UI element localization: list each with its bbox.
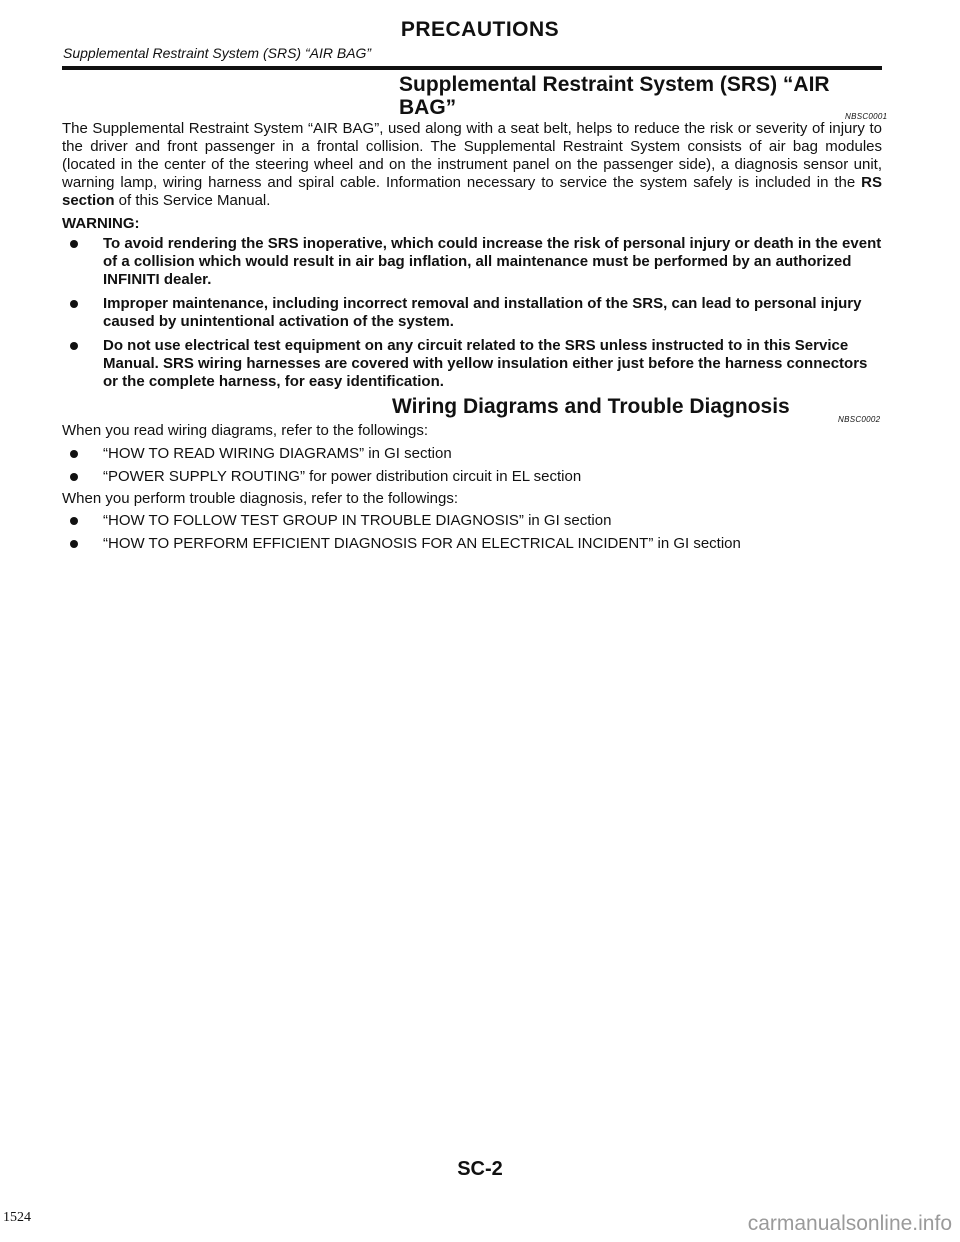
list-item-text: “HOW TO READ WIRING DIAGRAMS” in GI section: [103, 445, 452, 462]
section-code: NBSC0001: [845, 112, 888, 121]
list-item: [62, 295, 882, 331]
intro-text: When you read wiring diagrams, refer to the followings:: [62, 422, 429, 439]
list-item-text: Improper maintenance, including incorrect removal and installation of the SRS, can lead to personal injury caused by unintentional activation of the system.: [103, 295, 862, 330]
bullet-icon: [70, 240, 78, 248]
page-number: SC-2: [457, 1158, 503, 1180]
reference-list: [62, 512, 882, 558]
list-item: [62, 235, 882, 289]
page-title: PRECAUTIONS: [400, 18, 560, 41]
warning-list: [62, 235, 882, 397]
list-item: [62, 512, 882, 530]
list-item-text: Do not use electrical test equipment on any circuit related to the SRS unless instructed to in this Service Manual. SRS wiring harnesses are covered with yellow insulation either just before the harness connectors or the complete harness, for easy identification.: [103, 337, 868, 390]
list-item-text: “HOW TO FOLLOW TEST GROUP IN TROUBLE DIAGNOSIS” in GI section: [103, 512, 612, 529]
section-heading-line: BAG”: [399, 96, 457, 119]
list-item: [62, 445, 882, 463]
section-heading-line: Supplemental Restraint System (SRS) “AIR: [399, 73, 830, 96]
paragraph-text: The Supplemental Restraint System “AIR BAG”, used along with a seat belt, helps to reduce the risk or severity of injury to the driver and front passenger in a frontal collision. The Supplemental Restraint System consists of air bag modules (located in the center of the steering wheel and on the instrument panel on the passenger side), a diagnosis sensor unit, warning lamp, wiring harness and spiral cable. Information necessary to service the system safely is included in the: [62, 120, 882, 191]
section-paragraph: [62, 120, 882, 210]
running-head: Supplemental Restraint System (SRS) “AIR BAG”: [63, 45, 372, 61]
bullet-icon: [70, 540, 78, 548]
section-code: NBSC0002: [838, 415, 881, 424]
list-item-text: To avoid rendering the SRS inoperative, which could increase the risk of personal injury or death in the event of a collision which would result in air bag inflation, all maintenance must be performed by an authorized INFINITI dealer.: [103, 235, 882, 288]
reference-list: [62, 445, 882, 491]
list-item: [62, 535, 882, 553]
section-heading-airbag: [399, 73, 830, 119]
document-page-number: 1524: [3, 1210, 31, 1225]
paragraph-text: of this Service Manual.: [114, 192, 271, 209]
bullet-icon: [70, 450, 78, 458]
warning-label: WARNING:: [62, 215, 140, 232]
header-rule: [62, 66, 882, 70]
bullet-icon: [70, 517, 78, 525]
intro-text: When you perform trouble diagnosis, refer to the followings:: [62, 490, 459, 507]
list-item: [62, 468, 882, 486]
list-item-text: “POWER SUPPLY ROUTING” for power distribution circuit in EL section: [103, 468, 582, 485]
list-item: [62, 337, 882, 391]
section-heading-wiring: Wiring Diagrams and Trouble Diagnosis: [392, 395, 790, 418]
bullet-icon: [70, 342, 78, 350]
bullet-icon: [70, 473, 78, 481]
paragraph-emphasis: RS section: [62, 174, 882, 209]
list-item-text: “HOW TO PERFORM EFFICIENT DIAGNOSIS FOR AN ELECTRICAL INCIDENT” in GI section: [103, 535, 741, 552]
bullet-icon: [70, 300, 78, 308]
watermark: carmanualsonline.info: [747, 1212, 952, 1235]
